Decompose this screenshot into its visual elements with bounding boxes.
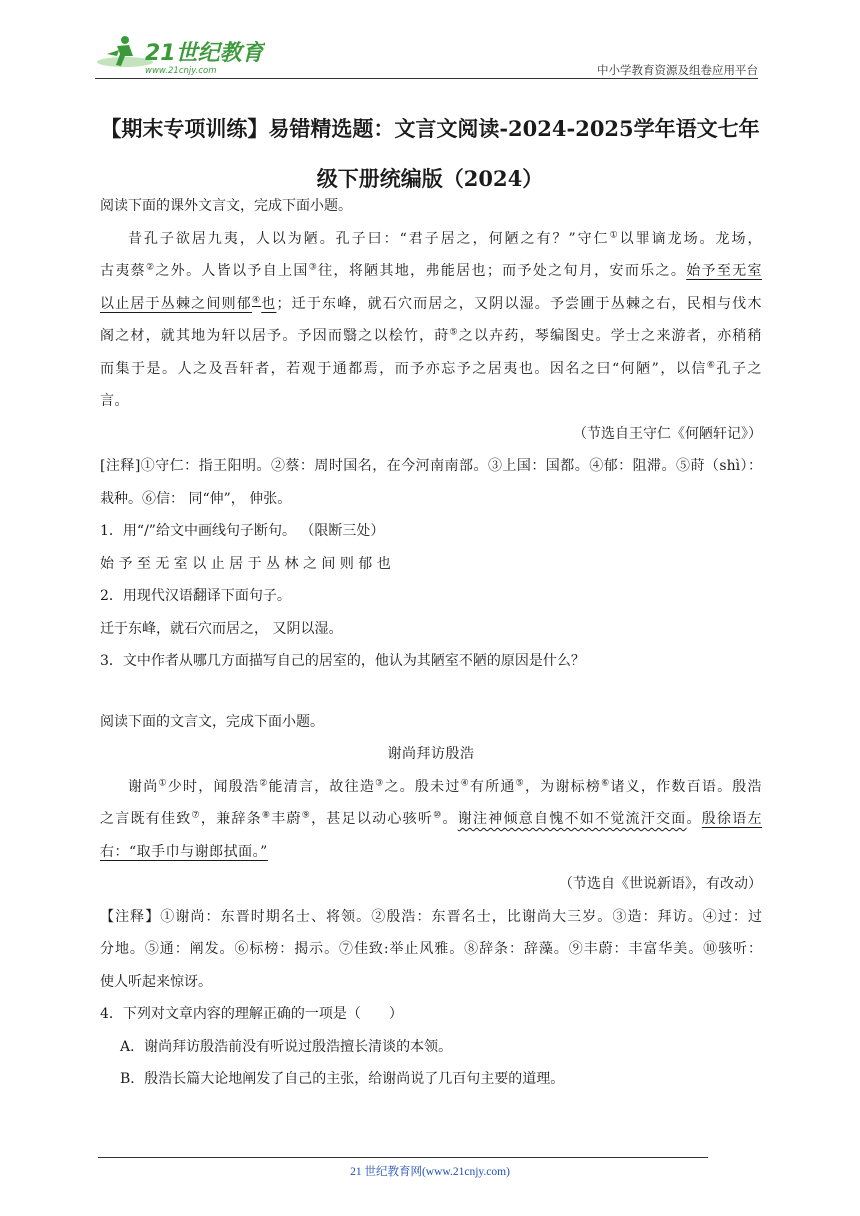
document-body <box>100 190 762 1096</box>
underlined-sentence: 右：“取手巾与谢郎拭面。” <box>100 843 268 860</box>
passage2-source: （节选自《世说新语》，有改动） <box>559 876 762 892</box>
passage1-line: 阁之材，就其地为轩以居予。予因而翳之以桧竹，莳⑤之以卉药，琴编图史。学士之来游者，亦稍稍 <box>100 327 763 344</box>
passage2-heading: 谢尚拜访殷浩 <box>387 746 475 762</box>
passage1-notes: [注释]①守仁：指王阳明。②蔡：周时国名，在今河南南部。③上国：国都。④郁：阻滞。⑤莳（shì）： <box>100 458 762 474</box>
passage1-line: 言。 <box>100 393 129 409</box>
question-2: 2．用现代汉语翻译下面句子。 <box>100 588 291 604</box>
passage1-source: （节选自王守仁《何陋轩记》） <box>573 425 762 442</box>
question-1: 1．用“/”给文中画线句子断句。 （限断三处） <box>100 523 385 539</box>
page-title <box>100 104 760 204</box>
platform-label: 中小学教育资源及组卷应用平台 <box>597 63 758 77</box>
passage2-notes: 【注释】①谢尚：东晋时期名士、将领。②殷浩：东晋名士，比谢尚大三岁。③造：拜访。④过：过 <box>100 908 762 925</box>
question-4: 4．下列对文章内容的理解正确的一项是（ ） <box>100 1006 403 1022</box>
passage1-line: 而集于是。人之及吾轩者，若观于通都焉，而予亦忘予之居夷也。因名之曰“何陋”，以信⑥孔子之 <box>100 359 763 377</box>
passage2-notes: 使人听起来惊讶。 <box>100 973 212 990</box>
passage2-line: 之言既有佳致⑦，兼辞条⑧丰蔚⑨，甚足以动心骇听⑩。谢注神倾意自愧不如不觉流汗交面。殷徐语左 <box>100 810 763 827</box>
passage1-intro: 阅读下面的课外文言文，完成下面小题。 <box>100 198 352 214</box>
logo-url: www.21cnjy.com <box>145 66 217 76</box>
passage2-intro: 阅读下面的文言文，完成下面小题。 <box>100 713 324 730</box>
option-a: A．谢尚拜访殷浩前没有听说过殷浩擅长清谈的本领。 <box>120 1038 453 1055</box>
passage2-line <box>100 836 762 869</box>
logo-21cnjy <box>95 32 265 76</box>
passage2-line: 谢尚①少时，闻殷浩②能清言，故往造③之。殷未过④有所通⑤，为谢标榜⑥诸义，作数百语。殷浩 <box>128 777 763 795</box>
wavy-underlined-sentence: 谢注神倾意自愧不如不觉流汗交面 <box>457 811 687 827</box>
logo-text: 21世纪教育 <box>145 41 264 66</box>
question-3: 3．文中作者从哪几方面描写自己的居室的，他认为其陋室不陋的原因是什么？ <box>100 653 585 669</box>
title-line-2: 级下册统编版（2024） <box>316 166 544 191</box>
footer-link[interactable]: 21 世纪教育网(www.21cnjy.com) <box>350 1166 510 1178</box>
passage1-line: 古夷蔡②之外。人皆以予自上国③往，将陋其地，弗能居也；而予处之旬月，安而乐之。始予至无室 <box>100 262 763 279</box>
passage1-line: 以止居于丛棘之间则郁④也；迁于东峰，就石穴而居之，又阴以湿。予尝圃于丛棘之右，民相与伐木 <box>100 294 763 312</box>
passage1-line: 昔孔子欲居九夷，人以为陋。孔子曰：“君子居之，何陋之有？”守仁①以罪谪龙场。龙场， <box>128 229 762 247</box>
underlined-sentence: 殷徐语左 <box>701 811 763 827</box>
title-line-1: 【期末专项训练】易错精选题：文言文阅读-2024-2025学年语文七年 <box>100 116 760 141</box>
passage2-notes: 分地。⑤通：阐发。⑥标榜：揭示。⑦佳致:举止风雅。⑧辞条：辞藻。⑨丰蔚：丰富华美。⑩骇听： <box>100 941 762 957</box>
option-b: B．殷浩长篇大论地阐发了自己的主张，给谢尚说了几百句主要的道理。 <box>120 1071 565 1087</box>
header-divider <box>95 78 758 79</box>
question-1-text: 始 予 至 无 室 以 止 居 于 丛 林 之 间 则 郁 也 <box>100 555 391 572</box>
passage1-notes: 栽种。⑥信： 同“伸”， 伸张。 <box>100 490 292 507</box>
spacer <box>100 678 762 706</box>
page-header <box>95 32 758 78</box>
underlined-sentence: 始予至无室 <box>686 263 763 279</box>
underlined-sentence: 以止居于丛棘之间则郁 <box>100 295 252 312</box>
footer-divider <box>98 1157 708 1158</box>
question-2-text: 迁于东峰，就石穴而居之， 又阴以湿。 <box>100 620 343 637</box>
